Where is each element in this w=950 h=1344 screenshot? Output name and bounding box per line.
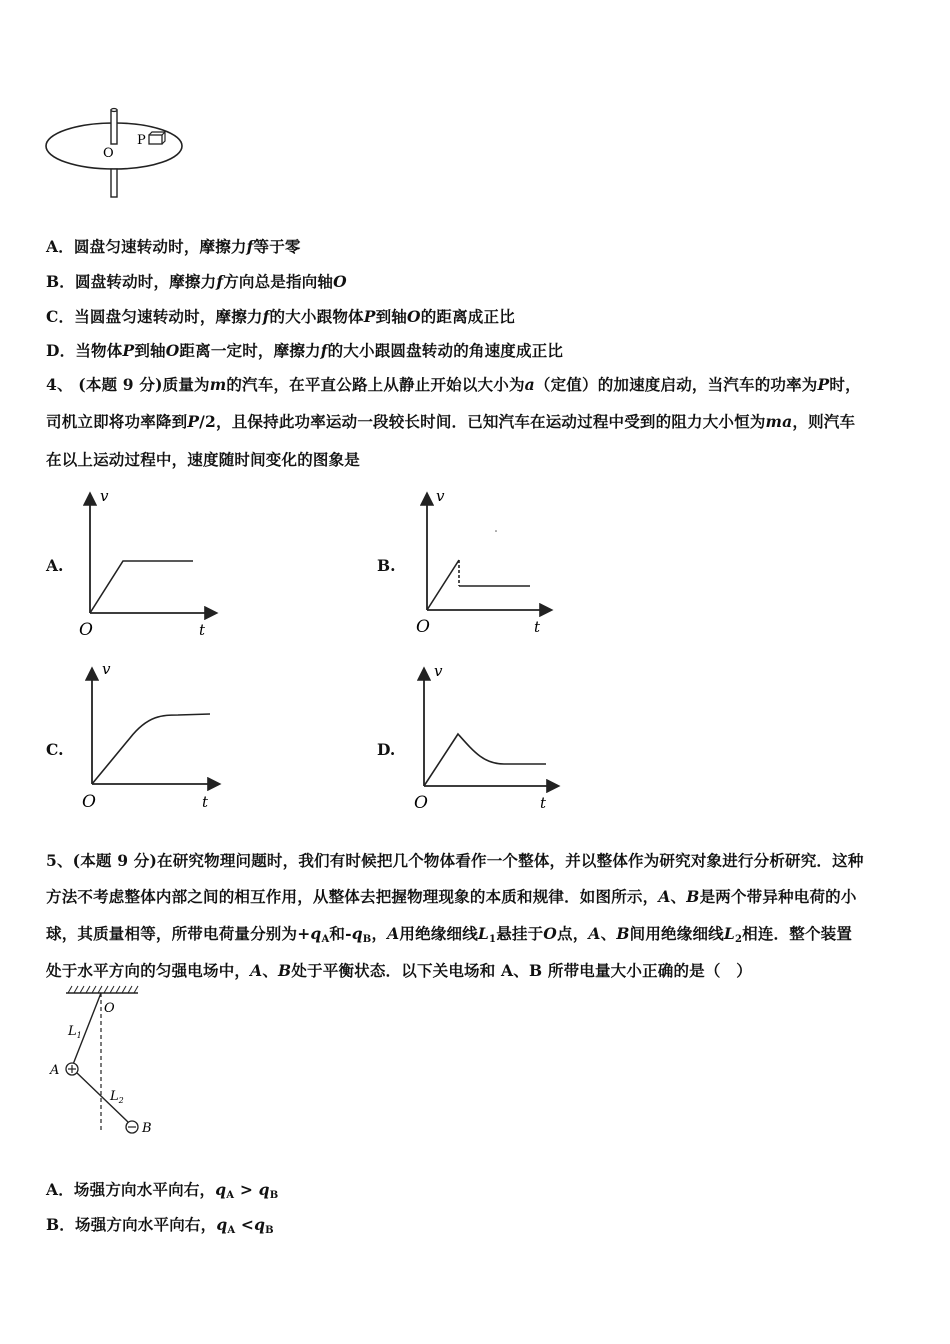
q5-option-b: B．场强方向水平向右，$q_A <q_B$ (46, 1215, 274, 1236)
q4-stem-line-1: 4、 (本题 9 分)质量为m的汽车，在平直公路上从静止开始以大小为a（定值）的加速度启动，当汽车的功率为P时， (46, 375, 861, 394)
q4-option-b-label: B. (377, 556, 396, 575)
graph-a-origin: O (79, 620, 93, 640)
q5-stem-line-2: 方法不考虑整体内部之间的相互作用，从整体去把握物理现象的本质和规律．如图所示，A、B是两个带异种电荷的小 (46, 887, 857, 906)
graph-c (78, 660, 228, 815)
graph-b (412, 485, 562, 640)
graph-b-v-label: v (436, 487, 445, 505)
graph-d-t-label: t (540, 794, 547, 812)
graph-b-t-label: t (534, 618, 541, 636)
q5-fig-label-B: B (142, 1121, 152, 1136)
q5-pendulum-figure (44, 985, 174, 1140)
q5-fig-label-O: O (104, 1001, 115, 1016)
disc-label-P: P (137, 133, 146, 148)
q5-stem-line-1: 5、(本题 9 分)在研究物理问题时，我们有时候把几个物体看作一个整体，并以整体作为研究对象进行分析研究．这种 (46, 851, 864, 870)
q5-fig-label-L1: $L_1$ (68, 1024, 82, 1040)
q4-option-d-label: D. (377, 740, 396, 759)
q5-fig-label-L2: $L_2$ (110, 1089, 124, 1105)
graph-d-v-label: v (434, 662, 443, 680)
graph-a-t-label: t (199, 621, 206, 639)
disc-figure (44, 105, 194, 200)
q3-option-c: C．当圆盘匀速转动时，摩擦力f的大小跟物体P到轴O的距离成正比 (46, 307, 515, 326)
q4-stem-line-2: 司机立即将功率降到P/2，且保持此功率运动一段较长时间．已知汽车在运动过程中受到的阻力大小恒为ma，则汽车 (46, 412, 856, 431)
graph-b-origin: O (416, 617, 430, 637)
q5-option-a: A．场强方向水平向右，$q_A > q_B$ (46, 1180, 279, 1201)
q4-option-c-label: C. (46, 740, 64, 759)
q4-stem-line-3: 在以上运动过程中，速度随时间变化的图象是 (46, 450, 361, 469)
q4-option-a-label: A. (46, 556, 64, 575)
graph-c-v-label: v (102, 660, 111, 678)
q5-stem-line-4: 处于水平方向的匀强电场中，A、B处于平衡状态．以下关电场和 A、B 所带电量大小正确的是（ ） (46, 961, 752, 980)
q3-option-d: D．当物体P到轴O距离一定时，摩擦力f的大小跟圆盘转动的角速度成正比 (46, 341, 564, 360)
q5-stem-line-3: 球，其质量相等，所带电荷量分别为$+q_A$和$-q_B$，A用绝缘细线$L_1$悬挂于O点，A、B间用绝缘细线$L_2$相连．整个装置 (46, 924, 853, 945)
graph-c-t-label: t (202, 793, 209, 811)
graph-a-v-label: v (100, 487, 109, 505)
q5-fig-label-A: A (50, 1063, 60, 1078)
graph-a (75, 485, 225, 640)
q3-option-a: A．圆盘匀速转动时，摩擦力f等于零 (46, 237, 301, 256)
graph-c-origin: O (82, 792, 96, 812)
graph-d (412, 660, 567, 815)
disc-label-O: O (103, 146, 114, 161)
graph-d-origin: O (414, 793, 428, 813)
q3-option-b: B．圆盘转动时，摩擦力f方向总是指向轴O (46, 272, 347, 291)
